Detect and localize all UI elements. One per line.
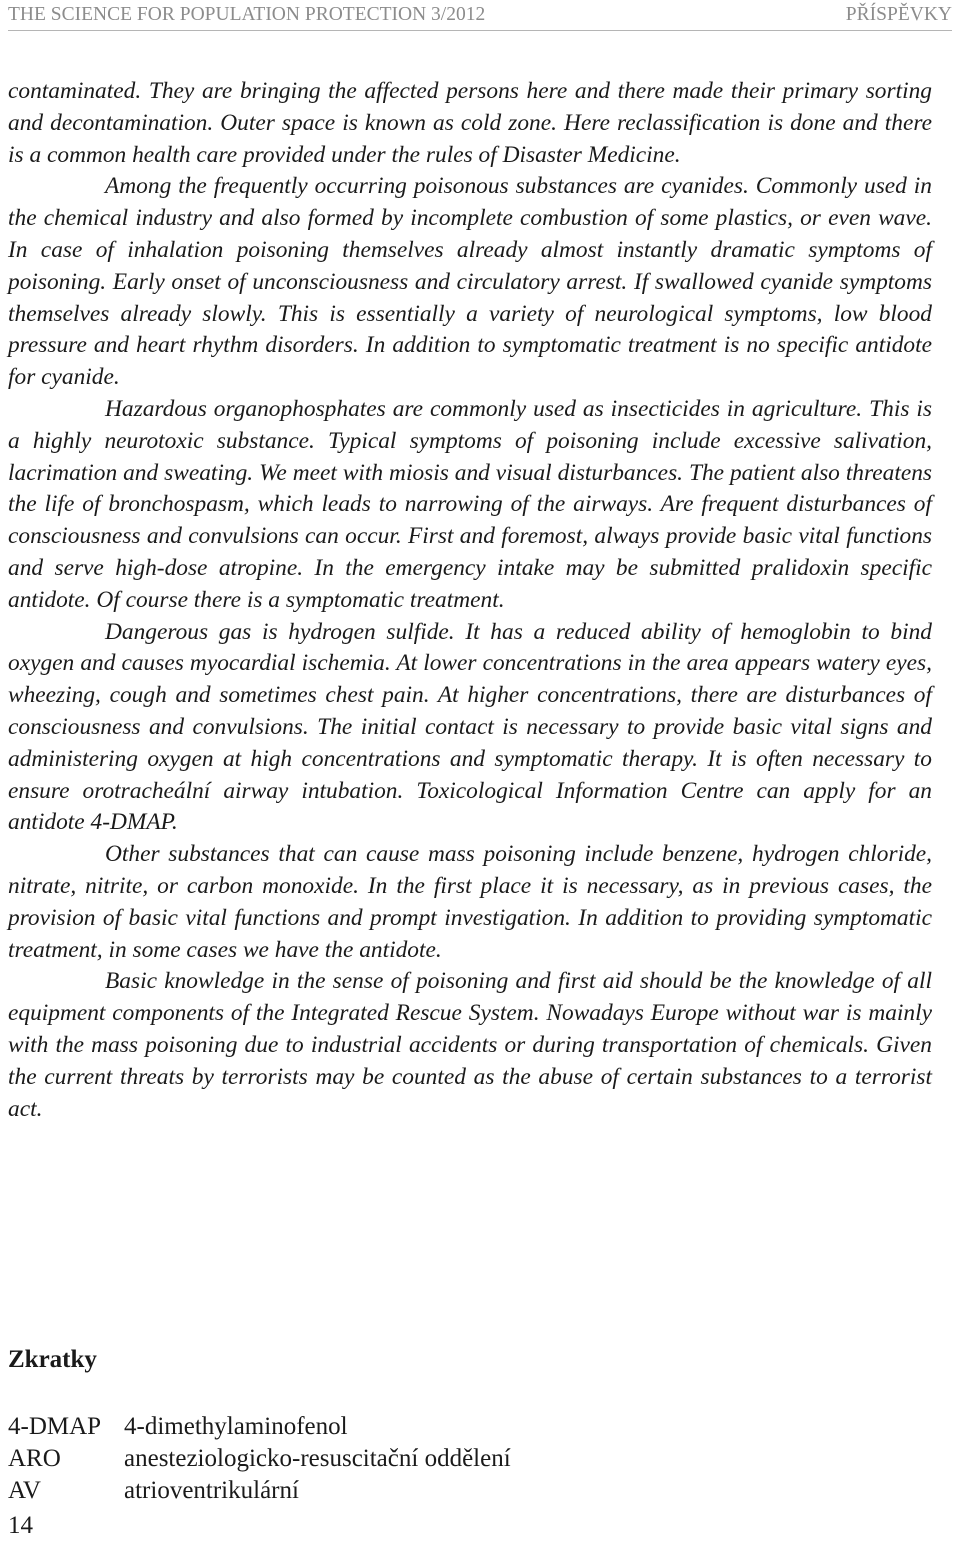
abbreviation-row xyxy=(8,1475,511,1507)
abbreviation-row xyxy=(8,1443,511,1475)
paragraph-basic-knowledge: Basic knowledge in the sense of poisoning and first aid should be the knowledge of all equipment components of the Integrated Rescue System. Nowadays Europe without war is mainly with the mass poisoning due to industrial accidents or during transportation of chemicals. Given the current threats by terrorists may be counted as the abuse of certain substances to a terrorist act. xyxy=(8,968,932,1122)
abbreviations-list xyxy=(8,1411,511,1507)
section-label: PŘÍSPĚVKY xyxy=(845,4,952,25)
abbreviation-row xyxy=(8,1411,511,1443)
paragraph-organophosphates: Hazardous organophosphates are commonly used as insecticides in agriculture. This is a highly neurotoxic substance. Typical symptoms of poisoning include excessive salivation, lacrimation and sweating. We meet with miosis and visual disturbances. The patient also threatens the life of bronchospasm, which leads to narrowing of the airways. Are frequent disturbances of consciousness and convulsions can occur. First and foremost, always provide basic vital functions and serve high-dose atropine. In the emergency intake may be submitted pralidoxin specific antidote. Of course there is a symptomatic treatment. xyxy=(8,395,932,613)
abbreviation-term: ARO xyxy=(8,1445,61,1472)
abbreviation-meaning: atrioventrikulární xyxy=(124,1477,299,1504)
abbreviation-meaning: 4-dimethylaminofenol xyxy=(124,1413,348,1440)
abbreviation-meaning: anesteziologicko-resuscitační oddělení xyxy=(124,1445,511,1472)
paragraph-hydrogen-sulfide: Dangerous gas is hydrogen sulfide. It has a reduced ability of hemoglobin to bind oxygen and causes myocardial ischemia. At lower concentrations in the area appears watery eyes, wheezing, cough and sometimes chest pain. At higher concentrations, there are disturbances of consciousness and convulsions. The initial contact is necessary to provide basic vital signs and administering oxygen at high concentrations and symptomatic therapy. It is often necessary to ensure orotracheální airway intubation. Toxicological Information Centre can apply for an antidote 4-DMAP. xyxy=(8,618,932,836)
page-number: 14 xyxy=(8,1512,33,1539)
abbreviation-term: 4-DMAP xyxy=(8,1413,102,1440)
paragraph-cyanides: Among the frequently occurring poisonous substances are cyanides. Commonly used in the chemical industry and also formed by incomplete combustion of some plastics, or even wave. In case of inhalation poisoning themselves already almost instantly dramatic symptoms of poisoning. Early onset of unconsciousness and circulatory arrest. If swallowed cyanide symptoms themselves already slowly. This is essentially a variety of neurological symptoms, low blood pressure and heart rhythm disorders. In addition to symptomatic treatment is no specific antidote for cyanide. xyxy=(8,173,932,391)
abbreviations-heading: Zkratky xyxy=(8,1346,97,1373)
abbreviation-term: AV xyxy=(8,1477,41,1504)
paragraph-contamination: contaminated. They are bringing the affected persons here and there made their primary sorting and decontamination. Outer space is known as cold zone. Here reclassification is done and there is a common health care provided under the rules of Disaster Medicine. xyxy=(8,78,932,168)
paragraph-other-substances: Other substances that can cause mass poisoning include benzene, hydrogen chloride, nitrate, nitrite, or carbon monoxide. In the first place it is necessary, as in previous cases, the provision of basic vital functions and prompt investigation. In addition to providing symptomatic treatment, in some cases we have the antidote. xyxy=(8,841,932,963)
article-body xyxy=(8,76,932,1125)
running-header xyxy=(8,0,952,31)
journal-title: THE SCIENCE FOR POPULATION PROTECTION 3/2012 xyxy=(8,4,486,25)
